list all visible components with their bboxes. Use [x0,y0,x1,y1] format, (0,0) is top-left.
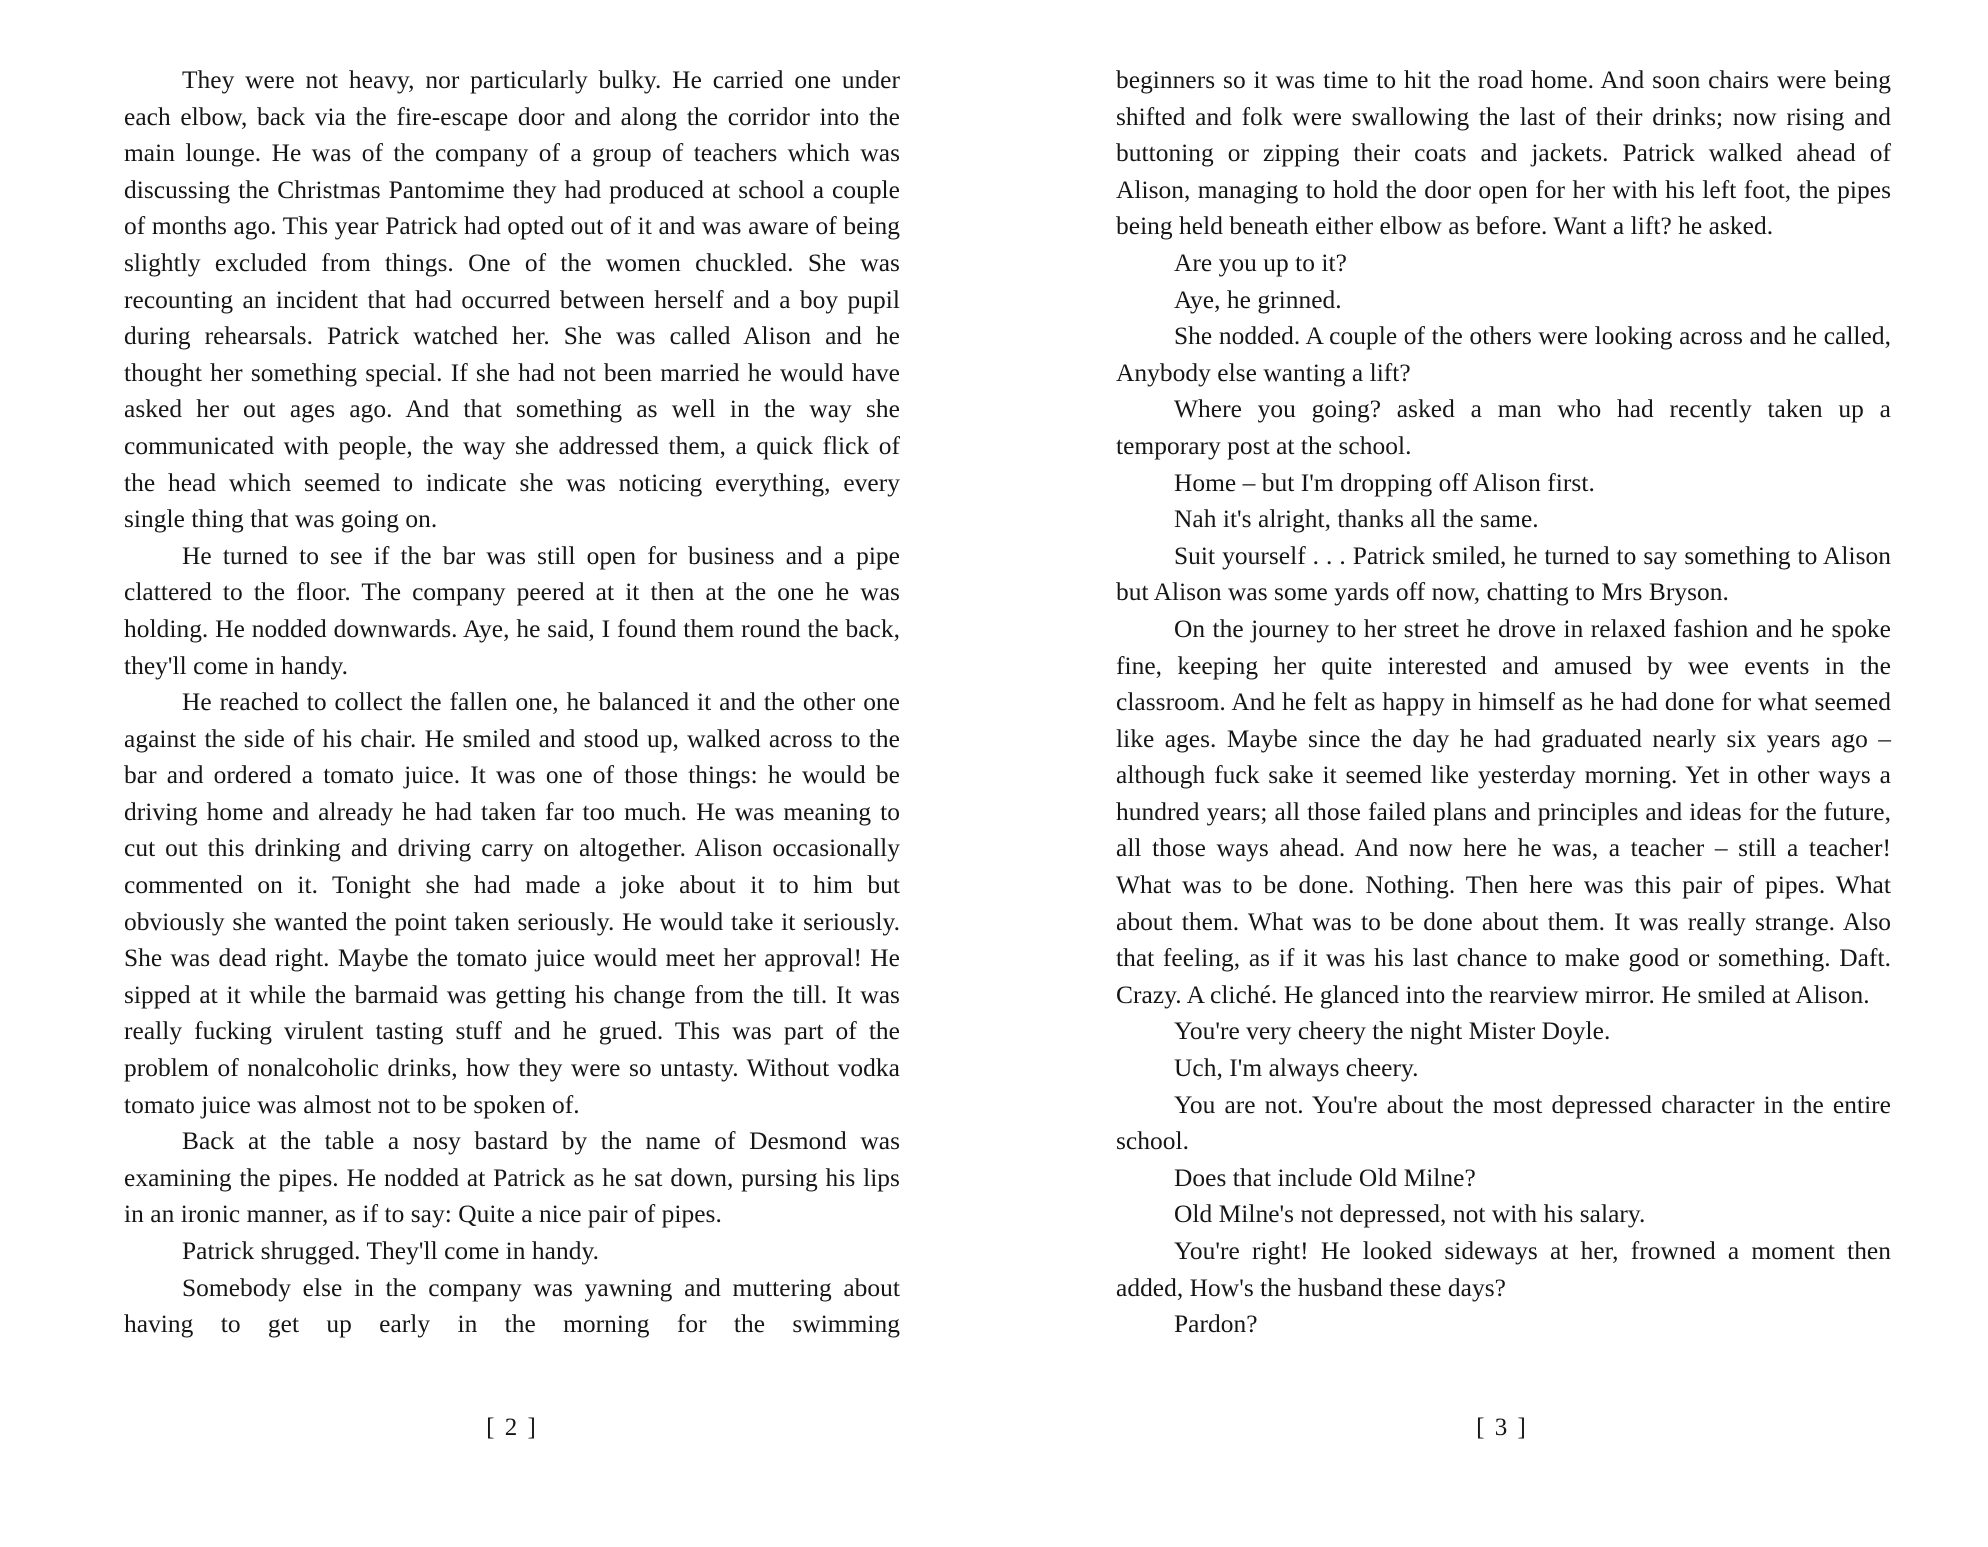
paragraph: She nodded. A couple of the others were looking across and he called, Anybody else wanting a lift? [1116,322,1891,387]
paragraph: Does that include Old Milne? [1174,1163,1476,1192]
right-page [1116,62,1891,1343]
page-number-right: [ 3 ] [1476,1414,1528,1441]
paragraph: On the journey to her street he drove in relaxed fashion and he spoke fine, keeping her quite interested and amused by wee events in the classroom. And he felt as happy in himself as he had done for what seemed like ages. Maybe since the day he had graduated nearly six years ago – although fuck sake it seemed like yesterday morning. Yet in other ways a hundred years; all those failed plans and principles and ideas for the future, all those ways ahead. And now here he was, a teacher – still a teacher! What was to be done. Nothing. Then here was this pair of pipes. What about them. What was to be done about them. It was really strange. Also that feeling, as if it was his last chance to make good or something. Daft. Crazy. A cliché. He glanced into the rearview mirror. He smiled at Alison. [1116,614,1891,1009]
paragraph: Suit yourself . . . Patrick smiled, he turned to say something to Alison but Alison was some yards off now, chatting to Mrs Bryson. [1116,541,1891,607]
paragraph: You're very cheery the night Mister Doyle. [1174,1017,1611,1046]
paragraph: They were not heavy, nor particularly bulky. He carried one under each elbow, back via the fire-escape door and along the corridor into the main lounge. He was of the company of a group of teachers which was discussing the Christmas Pantomime they had produced at school a couple of months ago. This year Patrick had opted out of it and was aware of being slightly excluded from things. One of the women chuckled. She was recounting an incident that had occurred between herself and a boy pupil during rehearsals. Patrick watched her. She was called Alison and he thought her something special. If she had not been married he would have asked her out ages ago. And that something as well in the way she communicated with people, the way she addressed them, a quick flick of the head which seemed to indicate she was noticing everything, every single thing that was going on. [124,66,900,534]
paragraph: Where you going? asked a man who had recently taken up a temporary post at the school. [1116,395,1891,460]
paragraph: Pardon? [1174,1310,1258,1339]
paragraph: Somebody else in the company was yawning and muttering about having to get up early in the morning for the swimming [124,1273,900,1339]
paragraph: You're right! He looked sideways at her, frowned a moment then added, How's the husband these days? [1116,1237,1891,1302]
paragraph: You are not. You're about the most depressed character in the entire school. [1116,1090,1891,1156]
paragraph: Are you up to it? [1174,248,1347,277]
paragraph: He turned to see if the bar was still open for business and a pipe clattered to the floor. The company peered at it then at the one he was holding. He nodded downwards. Aye, he said, I found them round the back, they'll come in handy. [124,541,900,680]
paragraph: beginners so it was time to hit the road home. And soon chairs were being shifted and folk were swallowing the last of their drinks; now rising and buttoning or zipping their coats and jackets. Patrick walked ahead of Alison, managing to hold the door open for her with his left foot, the pipes being held beneath either elbow as before. Want a lift? he asked. [1116,66,1891,241]
paragraph: Nah it's alright, thanks all the same. [1174,505,1539,534]
paragraph: Aye, he grinned. [1174,285,1342,314]
paragraph: Uch, I'm always cheery. [1174,1054,1419,1083]
paragraph: Patrick shrugged. They'll come in handy. [182,1237,599,1265]
left-page [124,62,900,1343]
paragraph: Home – but I'm dropping off Alison first. [1174,468,1595,497]
page-number-left: [ 2 ] [486,1414,538,1441]
paragraph: He reached to collect the fallen one, he balanced it and the other one against the side of his chair. He smiled and stood up, walked across to the bar and ordered a tomato juice. It was one of those things: he would be driving home and already he had taken far too much. He was meaning to cut out this drinking and driving carry on altogether. Alison occasionally commented on it. Tonight she had made a joke about it to him but obviously she wanted the point taken seriously. He would take it seriously. She was dead right. Maybe the tomato juice would meet her approval! He sipped at it while the barmaid was getting his change from the till. It was really fucking virulent tasting stuff and he grued. This was part of the problem of nonalcoholic drinks, how they were so untasty. Without vodka tomato juice was almost not to be spoken of. [124,688,900,1119]
paragraph: Back at the table a nosy bastard by the name of Desmond was examining the pipes. He nodded at Patrick as he sat down, pursing his lips in an ironic manner, as if to say: Quite a nice pair of pipes. [124,1127,900,1229]
paragraph: Old Milne's not depressed, not with his salary. [1174,1200,1646,1229]
